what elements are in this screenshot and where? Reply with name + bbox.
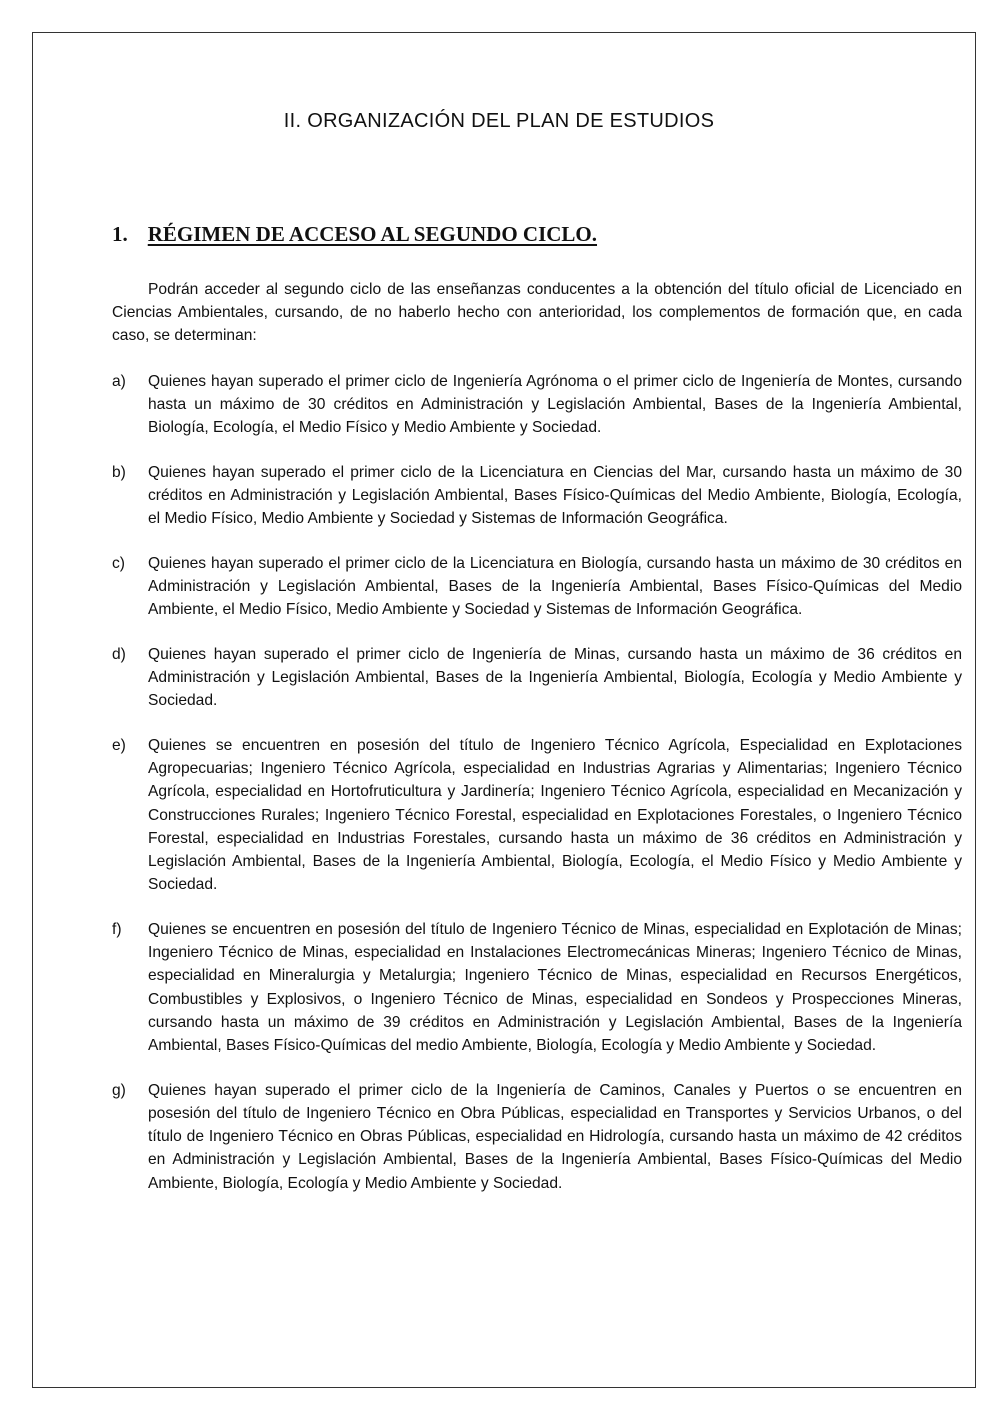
item-letter: b) [112, 463, 126, 481]
page-title: II. ORGANIZACIÓN DEL PLAN DE ESTUDIOS [283, 110, 715, 132]
item-text: Quienes hayan superado el primer ciclo de Ingeniería de Minas, cursando hasta un máximo de 36 créditos en Administración y Legislación Ambiental, Bases de la Ingeniería Ambiental, Biología, Ecología y Medio Ambiente y Sociedad. [148, 645, 962, 710]
list-item-a [112, 370, 962, 440]
section-number: 1. [112, 222, 128, 246]
section-heading [112, 222, 597, 247]
list-item-e [112, 734, 962, 896]
section-heading-text: RÉGIMEN DE ACCESO AL SEGUNDO CICLO. [147, 222, 598, 246]
item-text: Quienes hayan superado el primer ciclo de la Ingeniería de Caminos, Canales y Puertos o se encuentren en posesión del título de Ingeniero Técnico en Obra Públicas, especialidad en Transportes y Servicios Urbanos, o del título de Ingeniero Técnico en Obras Públicas, especialidad en Hidrología, cursando hasta un máximo de 42 créditos en Administración y Legislación Ambiental, Bases de la Ingeniería Ambiental, Bases Físico-Químicas del Medio Ambiente, Biología, Ecología y Medio Ambiente y Sociedad. [148, 1081, 962, 1192]
item-text: Quienes se encuentren en posesión del título de Ingeniero Técnico de Minas, especialidad en Explotación de Minas; Ingeniero Técnico de Minas, especialidad en Instalaciones Electromecánicas Mineras; Ingeniero Técnico de Minas, especialidad en Mineralurgia y Metalurgia; Ingeniero Técnico de Minas, especialidad en Recursos Energéticos, Combustibles y Explosivos, o Ingeniero Técnico de Minas, especialidad en Sondeos y Prospecciones Mineras, cursando hasta un máximo de 39 créditos en Administración y Legislación Ambiental, Bases de la Ingeniería Ambiental, Bases Físico-Químicas del medio Ambiente, Biología, Ecología y Medio Ambiente y Sociedad. [148, 920, 962, 1054]
item-text: Quienes hayan superado el primer ciclo de Ingeniería Agrónoma o el primer ciclo de Ingeniería de Montes, cursando hasta un máximo de 30 créditos en Administración y Legislación Ambiental, Bases de la Ingeniería Ambiental, Biología, Ecología, el Medio Físico y Medio Ambiente y Sociedad. [148, 372, 962, 437]
list-item-g [112, 1079, 962, 1195]
item-text: Quienes se encuentren en posesión del título de Ingeniero Técnico Agrícola, Especialidad en Explotaciones Agropecuarias; Ingeniero Técnico Agrícola, especialidad en Industrias Agrarias y Alimentarias; Ingeniero Técnico Agrícola, especialidad en Hortofruticultura y Jardinería; Ingeniero Técnico Agrícola, especialidad en Mecanización y Construcciones Rurales; Ingeniero Técnico Forestal, especialidad en Explotaciones Forestales, o Ingeniero Técnico Forestal, especialidad en Industrias Forestales, cursando hasta un máximo de 36 créditos en Administración y Legislación Ambiental, Bases de la Ingeniería Ambiental, Biología, Ecología, el Medio Físico y Medio Ambiente y Sociedad. [148, 737, 962, 894]
list-item-b [112, 461, 962, 531]
requirements-list [112, 370, 962, 1195]
item-letter: c) [112, 554, 125, 572]
list-item-d [112, 643, 962, 713]
intro-paragraph: Podrán acceder al segundo ciclo de las enseñanzas conducentes a la obtención del título oficial de Licenciado en Ciencias Ambientales, cursando, de no haberlo hecho con anterioridad, los complementos de formación que, en cada caso, se determinan: [112, 281, 962, 345]
item-letter: d) [112, 645, 126, 663]
item-letter: f) [112, 920, 122, 938]
list-item-f [112, 918, 962, 1057]
item-text: Quienes hayan superado el primer ciclo de la Licenciatura en Biología, cursando hasta un máximo de 30 créditos en Administración y Legislación Ambiental, Bases de la Ingeniería Ambiental, Bases Físico-Químicas del Medio Ambiente, el Medio Físico, Medio Ambiente y Sociedad y Sistemas de Información Geográfica. [148, 554, 962, 619]
document-body [112, 278, 962, 1216]
item-letter: e) [112, 737, 126, 755]
item-letter: g) [112, 1081, 126, 1099]
list-item-c [112, 552, 962, 622]
item-letter: a) [112, 372, 126, 390]
item-text: Quienes hayan superado el primer ciclo de la Licenciatura en Ciencias del Mar, cursando hasta un máximo de 30 créditos en Administración y Legislación Ambiental, Bases Físico-Químicas del Medio Ambiente, Biología, Ecología, el Medio Físico, Medio Ambiente y Sociedad y Sistemas de Información Geográfica. [148, 463, 962, 528]
